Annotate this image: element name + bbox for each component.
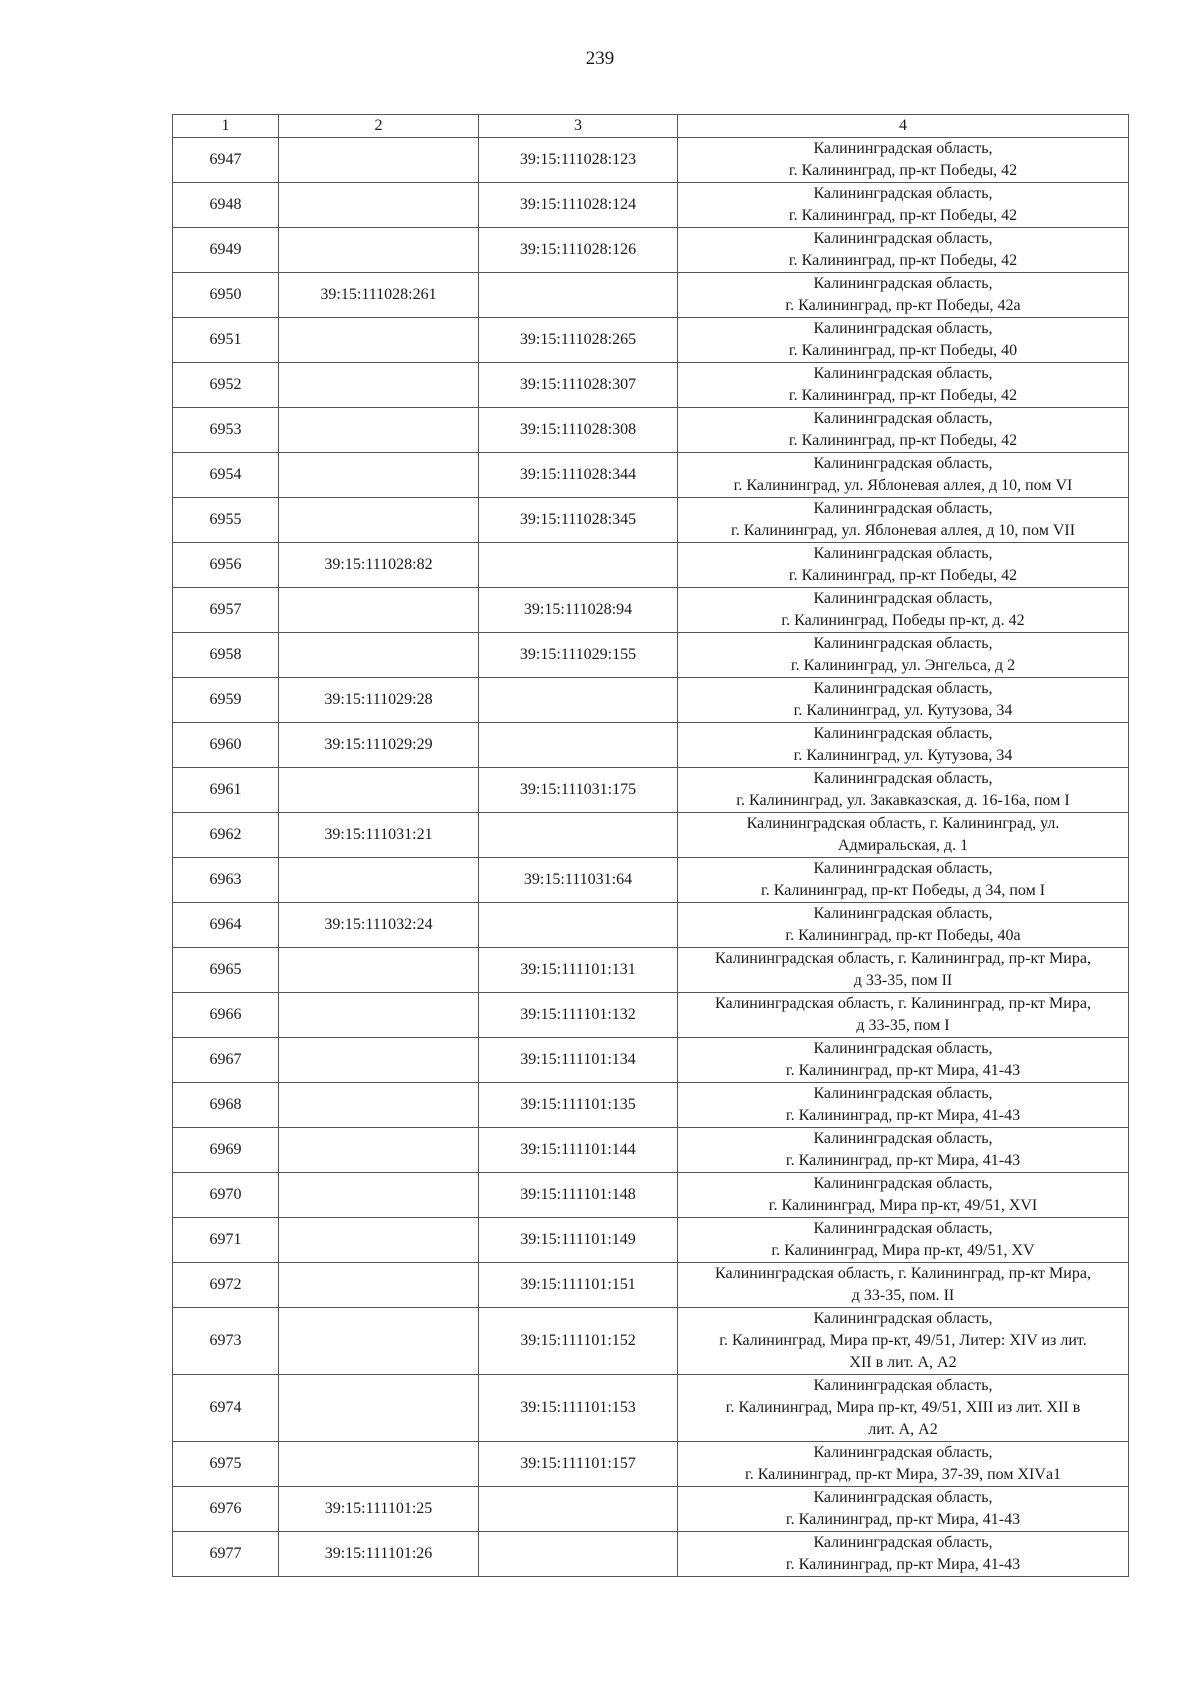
object-cadastral-cell: 39:15:111028:124 xyxy=(479,183,678,228)
address-line: Калининградская область, xyxy=(813,1040,993,1057)
address-line: г. Калининград, ул. Яблоневая аллея, д 10, пом VI xyxy=(733,477,1073,494)
address-line: Калининградская область, xyxy=(813,725,993,742)
address-line: г. Калининград, пр-кт Мира, 41-43 xyxy=(785,1511,1021,1528)
header-row xyxy=(173,115,1129,138)
address-cell xyxy=(678,1532,1129,1577)
row-number-cell: 6957 xyxy=(173,588,279,633)
address-cell xyxy=(678,678,1129,723)
table-row xyxy=(173,363,1129,408)
address-cell xyxy=(678,363,1129,408)
address-line: д 33-35, пом. II xyxy=(851,1287,955,1304)
row-number-cell: 6964 xyxy=(173,903,279,948)
object-cadastral-cell: 39:15:111028:94 xyxy=(479,588,678,633)
object-cadastral-cell: 39:15:111031:175 xyxy=(479,768,678,813)
object-cadastral-cell: 39:15:111028:265 xyxy=(479,318,678,363)
address-cell xyxy=(678,318,1129,363)
table-row xyxy=(173,1532,1129,1577)
land-cadastral-cell xyxy=(279,138,479,183)
object-cadastral-cell: 39:15:111101:151 xyxy=(479,1263,678,1308)
address-line: Калининградская область, xyxy=(813,905,993,922)
row-number-cell: 6965 xyxy=(173,948,279,993)
address-line: г. Калининград, ул. Кутузова, 34 xyxy=(793,747,1013,764)
address-line: г. Калининград, Победы пр-кт, д. 42 xyxy=(781,612,1025,629)
table-row xyxy=(173,768,1129,813)
row-number-cell: 6961 xyxy=(173,768,279,813)
address-cell xyxy=(678,1375,1129,1442)
address-line: г. Калининград, пр-кт Победы, 40а xyxy=(785,927,1021,944)
land-cadastral-cell: 39:15:111028:261 xyxy=(279,273,479,318)
table-row xyxy=(173,588,1129,633)
row-number-cell: 6975 xyxy=(173,1442,279,1487)
table-row xyxy=(173,1263,1129,1308)
address-line: г. Калининград, пр-кт Победы, д 34, пом I xyxy=(760,882,1046,899)
land-cadastral-cell xyxy=(279,1442,479,1487)
row-number-cell: 6977 xyxy=(173,1532,279,1577)
table-row xyxy=(173,498,1129,543)
table-row xyxy=(173,1308,1129,1375)
address-cell xyxy=(678,498,1129,543)
address-line: г. Калининград, пр-кт Мира, 37-39, пом XIVа1 xyxy=(744,1466,1062,1483)
address-line: г. Калининград, пр-кт Мира, 41-43 xyxy=(785,1556,1021,1573)
address-cell xyxy=(678,1487,1129,1532)
table-row xyxy=(173,228,1129,273)
address-line: г. Калининград, пр-кт Победы, 42а xyxy=(785,297,1021,314)
address-line: Калининградская область, xyxy=(813,500,993,517)
address-line: Калининградская область, xyxy=(813,365,993,382)
address-line: Калининградская область, xyxy=(813,635,993,652)
object-cadastral-cell: 39:15:111101:132 xyxy=(479,993,678,1038)
row-number-cell: 6949 xyxy=(173,228,279,273)
row-number-cell: 6962 xyxy=(173,813,279,858)
table-row xyxy=(173,273,1129,318)
row-number-cell: 6952 xyxy=(173,363,279,408)
object-cadastral-cell: 39:15:111101:149 xyxy=(479,1218,678,1263)
address-line: Калининградская область, xyxy=(813,680,993,697)
object-cadastral-cell: 39:15:111029:155 xyxy=(479,633,678,678)
address-line: Калининградская область, xyxy=(813,770,993,787)
row-number-cell: 6948 xyxy=(173,183,279,228)
object-cadastral-cell: 39:15:111101:153 xyxy=(479,1375,678,1442)
table-row xyxy=(173,1442,1129,1487)
address-line: Калининградская область, xyxy=(813,1175,993,1192)
table-row xyxy=(173,1173,1129,1218)
row-number-cell: 6974 xyxy=(173,1375,279,1442)
address-line: Калининградская область, xyxy=(813,230,993,247)
address-cell xyxy=(678,993,1129,1038)
object-cadastral-cell xyxy=(479,1532,678,1577)
table-row xyxy=(173,678,1129,723)
object-cadastral-cell: 39:15:111028:345 xyxy=(479,498,678,543)
address-cell xyxy=(678,1128,1129,1173)
land-cadastral-cell xyxy=(279,1218,479,1263)
address-cell xyxy=(678,1083,1129,1128)
land-cadastral-cell xyxy=(279,1038,479,1083)
object-cadastral-cell: 39:15:111101:134 xyxy=(479,1038,678,1083)
row-number-cell: 6971 xyxy=(173,1218,279,1263)
address-line: г. Калининград, пр-кт Мира, 41-43 xyxy=(785,1062,1021,1079)
land-cadastral-cell xyxy=(279,948,479,993)
address-line: Калининградская область, xyxy=(813,860,993,877)
address-line: Калининградская область, xyxy=(813,1130,993,1147)
object-cadastral-cell xyxy=(479,678,678,723)
address-cell xyxy=(678,1173,1129,1218)
address-line: Калининградская область, г. Калининград, пр-кт Мира, xyxy=(715,1265,1091,1282)
land-cadastral-cell xyxy=(279,318,479,363)
address-line: г. Калининград, Мира пр-кт, 49/51, Литер: XIV из лит. xyxy=(719,1332,1087,1349)
land-cadastral-cell xyxy=(279,588,479,633)
table-row xyxy=(173,948,1129,993)
row-number-cell: 6966 xyxy=(173,993,279,1038)
land-cadastral-cell xyxy=(279,993,479,1038)
address-line: Калининградская область, xyxy=(813,1489,993,1506)
address-line: Калининградская область, xyxy=(813,1377,993,1394)
address-cell xyxy=(678,813,1129,858)
address-cell xyxy=(678,138,1129,183)
address-line: Калининградская область, xyxy=(813,185,993,202)
object-cadastral-cell: 39:15:111028:123 xyxy=(479,138,678,183)
land-cadastral-cell: 39:15:111101:25 xyxy=(279,1487,479,1532)
row-number-cell: 6958 xyxy=(173,633,279,678)
column-header-2: 2 xyxy=(279,115,479,138)
row-number-cell: 6960 xyxy=(173,723,279,768)
address-line: Калининградская область, xyxy=(813,590,993,607)
address-cell xyxy=(678,858,1129,903)
address-line: г. Калининград, пр-кт Победы, 42 xyxy=(788,162,1018,179)
address-line: г. Калининград, пр-кт Победы, 42 xyxy=(788,207,1018,224)
address-line: г. Калининград, Мира пр-кт, 49/51, XV xyxy=(771,1242,1035,1259)
row-number-cell: 6963 xyxy=(173,858,279,903)
address-line: г. Калининград, ул. Энгельса, д 2 xyxy=(790,657,1016,674)
row-number-cell: 6973 xyxy=(173,1308,279,1375)
table-row xyxy=(173,408,1129,453)
land-cadastral-cell xyxy=(279,1128,479,1173)
land-cadastral-cell: 39:15:111029:28 xyxy=(279,678,479,723)
table-row xyxy=(173,1083,1129,1128)
table-row xyxy=(173,318,1129,363)
address-line: Калининградская область, xyxy=(813,1534,993,1551)
page-number: 239 xyxy=(585,48,615,69)
address-line: г. Калининград, Мира пр-кт, 49/51, XVI xyxy=(768,1197,1038,1214)
land-cadastral-cell xyxy=(279,228,479,273)
land-cadastral-cell xyxy=(279,453,479,498)
address-cell xyxy=(678,273,1129,318)
row-number-cell: 6970 xyxy=(173,1173,279,1218)
object-cadastral-cell: 39:15:111031:64 xyxy=(479,858,678,903)
address-cell xyxy=(678,903,1129,948)
land-cadastral-cell xyxy=(279,858,479,903)
address-line: г. Калининград, пр-кт Победы, 42 xyxy=(788,252,1018,269)
land-cadastral-cell xyxy=(279,1083,479,1128)
table-row xyxy=(173,1128,1129,1173)
land-cadastral-cell xyxy=(279,183,479,228)
object-cadastral-cell xyxy=(479,903,678,948)
object-cadastral-cell: 39:15:111028:307 xyxy=(479,363,678,408)
land-cadastral-cell: 39:15:111029:29 xyxy=(279,723,479,768)
table-row xyxy=(173,633,1129,678)
row-number-cell: 6947 xyxy=(173,138,279,183)
land-cadastral-cell xyxy=(279,498,479,543)
address-line: г. Калининград, ул. Кутузова, 34 xyxy=(793,702,1013,719)
object-cadastral-cell xyxy=(479,813,678,858)
address-line: г. Калининград, пр-кт Победы, 40 xyxy=(788,342,1018,359)
address-line: г. Калининград, пр-кт Победы, 42 xyxy=(788,567,1018,584)
address-line: Калининградская область, xyxy=(813,455,993,472)
address-cell xyxy=(678,948,1129,993)
address-line: г. Калининград, пр-кт Мира, 41-43 xyxy=(785,1107,1021,1124)
address-cell xyxy=(678,1442,1129,1487)
land-cadastral-cell xyxy=(279,363,479,408)
address-cell xyxy=(678,1038,1129,1083)
address-line: г. Калининград, пр-кт Победы, 42 xyxy=(788,432,1018,449)
address-line: Калининградская область, xyxy=(813,1220,993,1237)
land-cadastral-cell xyxy=(279,1375,479,1442)
object-cadastral-cell: 39:15:111028:308 xyxy=(479,408,678,453)
address-cell xyxy=(678,453,1129,498)
address-line: Калининградская область, xyxy=(813,1310,993,1327)
address-cell xyxy=(678,723,1129,768)
address-line: г. Калининград, пр-кт Мира, 41-43 xyxy=(785,1152,1021,1169)
object-cadastral-cell: 39:15:111101:157 xyxy=(479,1442,678,1487)
land-cadastral-cell xyxy=(279,408,479,453)
address-line: Калининградская область, xyxy=(813,320,993,337)
address-line: Калининградская область, г. Калининград, ул. xyxy=(746,815,1060,832)
land-cadastral-cell xyxy=(279,633,479,678)
table-row xyxy=(173,1038,1129,1083)
address-line: д 33-35, пом I xyxy=(856,1017,950,1034)
address-line: Калининградская область, xyxy=(813,545,993,562)
address-line: д 33-35, пом II xyxy=(853,972,953,989)
table-row xyxy=(173,993,1129,1038)
object-cadastral-cell: 39:15:111101:152 xyxy=(479,1308,678,1375)
address-line: Калининградская область, xyxy=(813,1085,993,1102)
land-cadastral-cell xyxy=(279,1263,479,1308)
object-cadastral-cell xyxy=(479,543,678,588)
table-row xyxy=(173,1487,1129,1532)
column-header-3: 3 xyxy=(479,115,678,138)
address-line: Калининградская область, г. Калининград, пр-кт Мира, xyxy=(715,995,1091,1012)
object-cadastral-cell: 39:15:111028:344 xyxy=(479,453,678,498)
column-header-1: 1 xyxy=(173,115,279,138)
address-line: г. Калининград, Мира пр-кт, 49/51, XIII из лит. XII в xyxy=(725,1399,1081,1416)
row-number-cell: 6968 xyxy=(173,1083,279,1128)
row-number-cell: 6956 xyxy=(173,543,279,588)
address-line: г. Калининград, ул. Закавказская, д. 16-16а, пом I xyxy=(736,792,1070,809)
table-row xyxy=(173,903,1129,948)
row-number-cell: 6951 xyxy=(173,318,279,363)
object-cadastral-cell xyxy=(479,273,678,318)
table-row xyxy=(173,453,1129,498)
address-line: Калининградская область, xyxy=(813,275,993,292)
table-body xyxy=(173,138,1129,1577)
row-number-cell: 6972 xyxy=(173,1263,279,1308)
object-cadastral-cell: 39:15:111028:126 xyxy=(479,228,678,273)
land-cadastral-cell xyxy=(279,768,479,813)
row-number-cell: 6955 xyxy=(173,498,279,543)
land-cadastral-cell xyxy=(279,1173,479,1218)
table-row xyxy=(173,723,1129,768)
land-cadastral-cell xyxy=(279,1308,479,1375)
address-cell xyxy=(678,408,1129,453)
land-cadastral-cell: 39:15:111031:21 xyxy=(279,813,479,858)
address-line: Адмиральская, д. 1 xyxy=(837,837,969,854)
land-cadastral-cell: 39:15:111101:26 xyxy=(279,1532,479,1577)
table-row xyxy=(173,1375,1129,1442)
table-row xyxy=(173,138,1129,183)
object-cadastral-cell: 39:15:111101:148 xyxy=(479,1173,678,1218)
row-number-cell: 6959 xyxy=(173,678,279,723)
address-line: Калининградская область, xyxy=(813,410,993,427)
address-line: г. Калининград, пр-кт Победы, 42 xyxy=(788,387,1018,404)
address-cell xyxy=(678,768,1129,813)
address-cell xyxy=(678,1263,1129,1308)
address-line: XII в лит. А, А2 xyxy=(849,1354,957,1371)
table-row xyxy=(173,813,1129,858)
column-header-4: 4 xyxy=(678,115,1129,138)
row-number-cell: 6950 xyxy=(173,273,279,318)
object-cadastral-cell: 39:15:111101:131 xyxy=(479,948,678,993)
row-number-cell: 6954 xyxy=(173,453,279,498)
table-row xyxy=(173,543,1129,588)
address-cell xyxy=(678,1308,1129,1375)
object-cadastral-cell: 39:15:111101:144 xyxy=(479,1128,678,1173)
address-cell xyxy=(678,183,1129,228)
object-cadastral-cell xyxy=(479,1487,678,1532)
registry-table xyxy=(172,114,1129,1577)
address-cell xyxy=(678,1218,1129,1263)
address-cell xyxy=(678,228,1129,273)
table-row xyxy=(173,1218,1129,1263)
land-cadastral-cell: 39:15:111028:82 xyxy=(279,543,479,588)
address-cell xyxy=(678,588,1129,633)
table-row xyxy=(173,858,1129,903)
row-number-cell: 6969 xyxy=(173,1128,279,1173)
object-cadastral-cell: 39:15:111101:135 xyxy=(479,1083,678,1128)
address-line: г. Калининград, ул. Яблоневая аллея, д 10, пом VII xyxy=(730,522,1076,539)
row-number-cell: 6976 xyxy=(173,1487,279,1532)
row-number-cell: 6953 xyxy=(173,408,279,453)
address-cell xyxy=(678,543,1129,588)
table-row xyxy=(173,183,1129,228)
object-cadastral-cell xyxy=(479,723,678,768)
row-number-cell: 6967 xyxy=(173,1038,279,1083)
address-line: Калининградская область, xyxy=(813,1444,993,1461)
address-line: Калининградская область, xyxy=(813,140,993,157)
address-line: Калининградская область, г. Калининград, пр-кт Мира, xyxy=(715,950,1091,967)
address-line: лит. А, А2 xyxy=(868,1421,938,1438)
address-cell xyxy=(678,633,1129,678)
land-cadastral-cell: 39:15:111032:24 xyxy=(279,903,479,948)
